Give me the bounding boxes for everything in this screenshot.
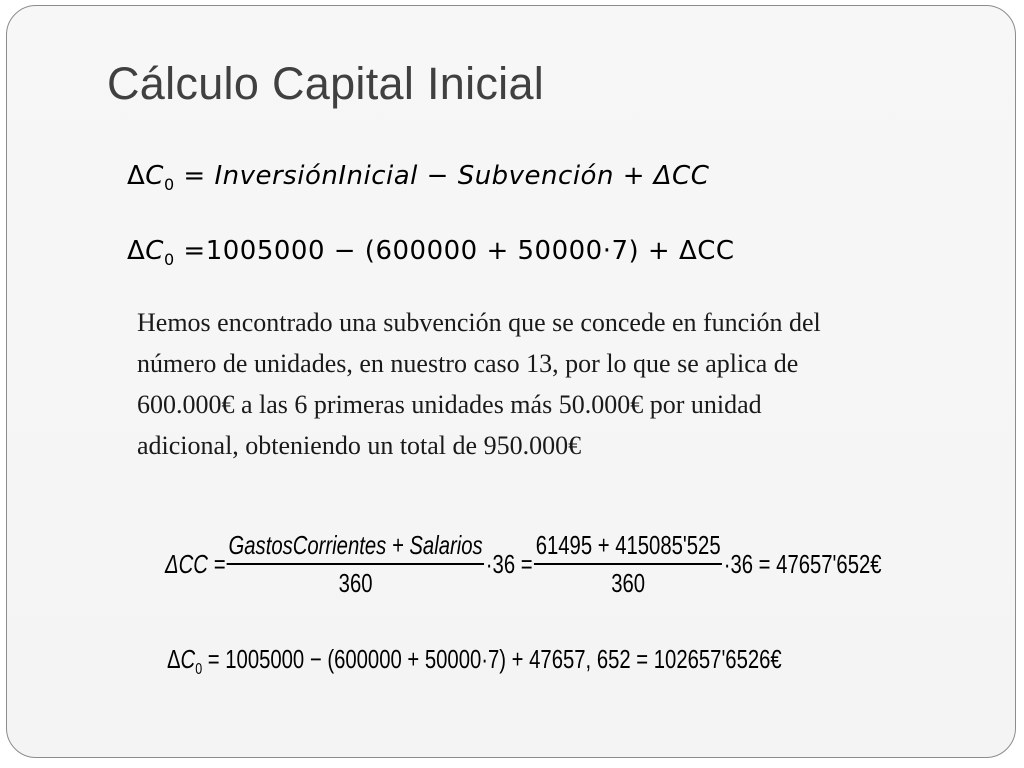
fraction-numerator: 61495 + 415085'525	[534, 531, 722, 565]
delta-symbol: Δ	[167, 644, 181, 674]
formula-rhs: = 1005000 − (600000 + 50000·7) + 47657, 652 = 102657'6526€	[202, 644, 782, 674]
formula-middle: ·36 =	[485, 549, 533, 579]
formula-variable: C	[145, 161, 164, 191]
formula-variable: C	[145, 236, 164, 266]
formula-lhs: ΔCC =	[165, 549, 226, 579]
fraction-denominator: 360	[338, 568, 373, 598]
fraction-numerator: GastosCorrientes + Salarios	[227, 531, 484, 565]
fraction-expenses	[227, 531, 484, 597]
formula-working-capital	[165, 528, 882, 600]
formula-initial-capital-definition	[127, 161, 709, 194]
slide-frame	[6, 5, 1016, 758]
formula-subscript: 0	[163, 175, 175, 194]
formula-initial-capital-substituted	[127, 236, 735, 269]
formula-subscript: 0	[195, 661, 203, 678]
fraction-denominator: 360	[611, 568, 646, 598]
slide-title: Cálculo Capital Inicial	[107, 58, 545, 109]
formula-variable: C	[180, 644, 196, 674]
explanation-paragraph: Hemos encontrado una subvención que se concede en función del número de unidades, en nuestro caso 13, por lo que se aplica de 600.000€ a las 6 primeras unidades más 50.000€ por unidad adicional, obteniendo un total de 950.000€	[137, 308, 821, 460]
delta-symbol: Δ	[127, 161, 146, 191]
fraction-values	[534, 531, 722, 597]
delta-symbol: Δ	[127, 236, 146, 266]
formula-result: ·36 = 47657'652€	[723, 549, 882, 579]
formula-rhs: = InversiónInicial − Subvención + ΔCC	[174, 161, 710, 191]
formula-subscript: 0	[163, 250, 175, 269]
formula-initial-capital-result	[167, 644, 782, 679]
formula-rhs: =1005000 − (600000 + 50000·7) + ΔCC	[174, 236, 735, 266]
